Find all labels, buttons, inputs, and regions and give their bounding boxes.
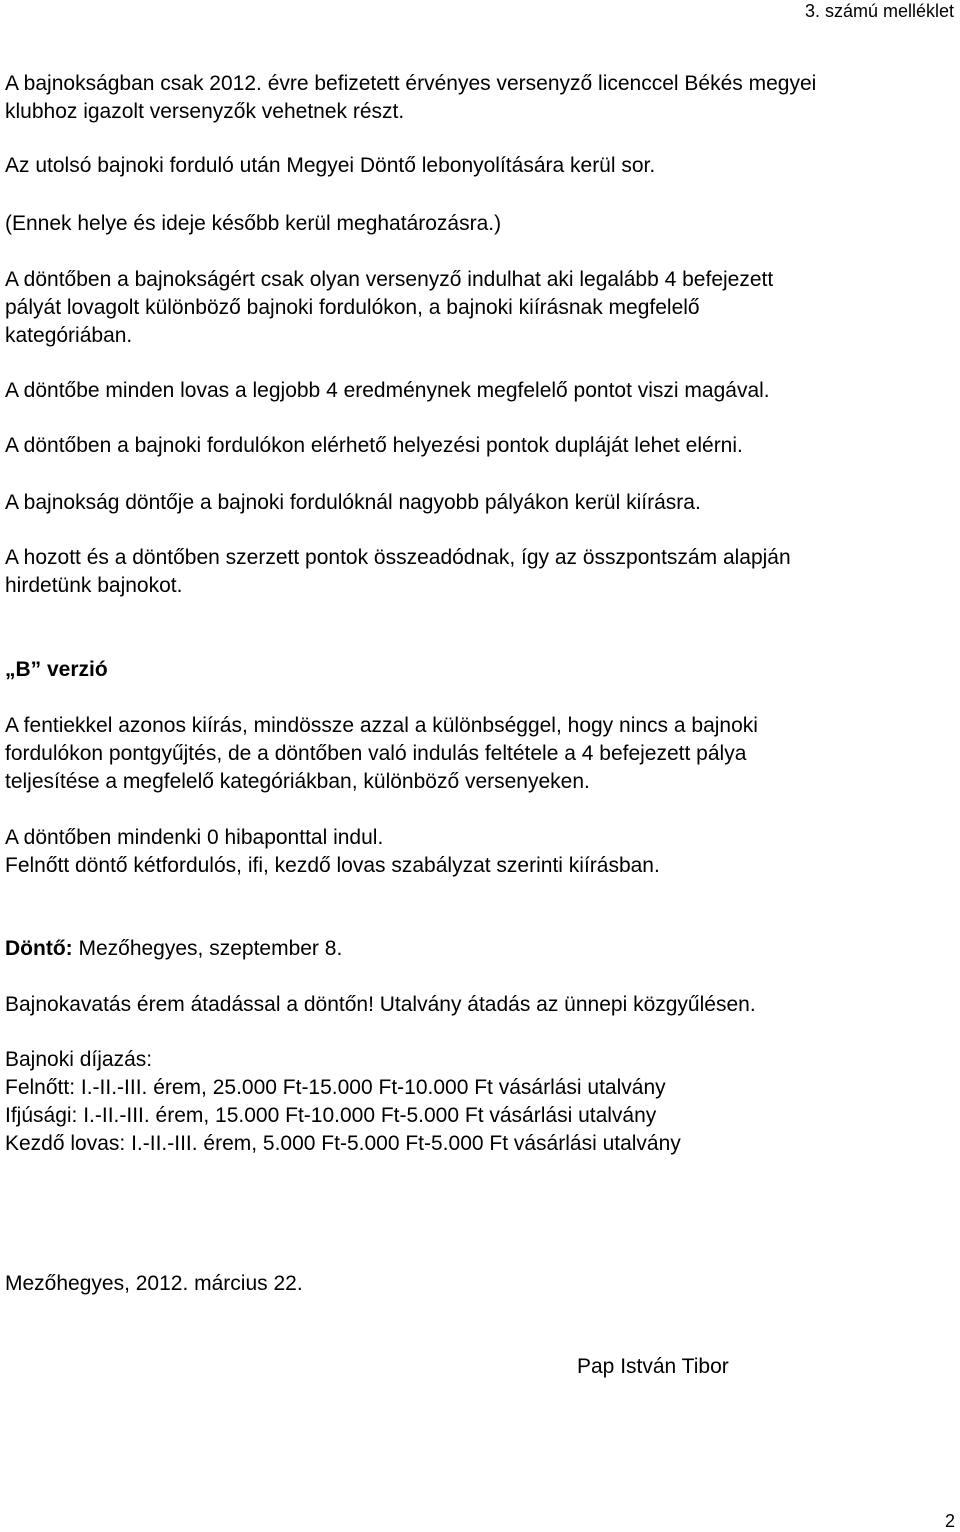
version-b-heading: „B” verzió	[5, 658, 108, 681]
final-label: Döntő:	[5, 937, 73, 960]
prize-item: Ifjúsági: I.-II.-III. érem, 15.000 Ft-10.000 Ft-5.000 Ft vásárlási utalvány	[5, 1104, 657, 1127]
attachment-label: 3. számú melléklet	[804, 1, 954, 21]
intro-line-2: klubhoz igazolt versenyzők vehetnek részt.	[5, 100, 405, 123]
rule-5-line-1: A hozott és a döntőben szerzett pontok összeadódnak, így az összpontszám alapján	[5, 546, 791, 569]
prize-item: Kezdő lovas: I.-II.-III. érem, 5.000 Ft-5.000 Ft-5.000 Ft vásárlási utalvány	[5, 1132, 681, 1155]
final-info	[5, 935, 342, 963]
version-b-p2-line-2: Felnőtt döntő kétfordulós, ifi, kezdő lovas szabályzat szerinti kiírásban.	[5, 854, 660, 877]
place-date: Mezőhegyes, 2012. március 22.	[5, 1272, 303, 1295]
signature-name: Pap István Tibor	[577, 1355, 729, 1378]
ceremony-text: Bajnokavatás érem átadással a döntőn! Utalvány átadás az ünnepi közgyűlésen.	[5, 993, 756, 1016]
rule-3: A döntőben a bajnoki fordulókon elérhető helyezési pontok dupláját lehet elérni.	[5, 434, 743, 457]
version-b-p1-line-3: teljesítése a megfelelő kategóriákban, különböző versenyeken.	[5, 770, 590, 793]
intro-line-3: Az utolsó bajnoki forduló után Megyei Döntő lebonyolítására kerül sor.	[5, 154, 656, 177]
version-b-p1-line-1: A fentiekkel azonos kiírás, mindössze azzal a különbséggel, hogy nincs a bajnoki	[5, 714, 758, 737]
prizes-title: Bajnoki díjazás:	[5, 1048, 153, 1071]
rule-4: A bajnokság döntője a bajnoki fordulóknál nagyobb pályákon kerül kiírásra.	[5, 491, 701, 514]
rule-1-line-2: pályát lovagolt különböző bajnoki fordulókon, a bajnoki kiírásnak megfelelő	[5, 296, 700, 319]
version-b-p1-line-2: fordulókon pontgyűjtés, de a döntőben való indulás feltétele a 4 befejezett pálya	[5, 742, 747, 765]
rule-5-line-2: hirdetünk bajnokot.	[5, 574, 183, 597]
version-b-p2-line-1: A döntőben mindenki 0 hibaponttal indul.	[5, 826, 384, 849]
rule-1-line-3: kategóriában.	[5, 324, 133, 347]
page-number: 2	[944, 1511, 955, 1531]
prize-item: Felnőtt: I.-II.-III. érem, 25.000 Ft-15.000 Ft-10.000 Ft vásárlási utalvány	[5, 1076, 666, 1099]
intro-line-1: A bajnokságban csak 2012. évre befizetett érvényes versenyző licenccel Békés megyei	[5, 72, 817, 95]
rule-1-line-1: A döntőben a bajnokságért csak olyan versenyző indulhat aki legalább 4 befejezett	[5, 268, 774, 291]
final-value: Mezőhegyes, szeptember 8.	[72, 937, 343, 960]
intro-line-4: (Ennek helye és ideje később kerül meghatározásra.)	[5, 212, 502, 235]
rule-2: A döntőbe minden lovas a legjobb 4 eredménynek megfelelő pontot viszi magával.	[5, 379, 770, 402]
